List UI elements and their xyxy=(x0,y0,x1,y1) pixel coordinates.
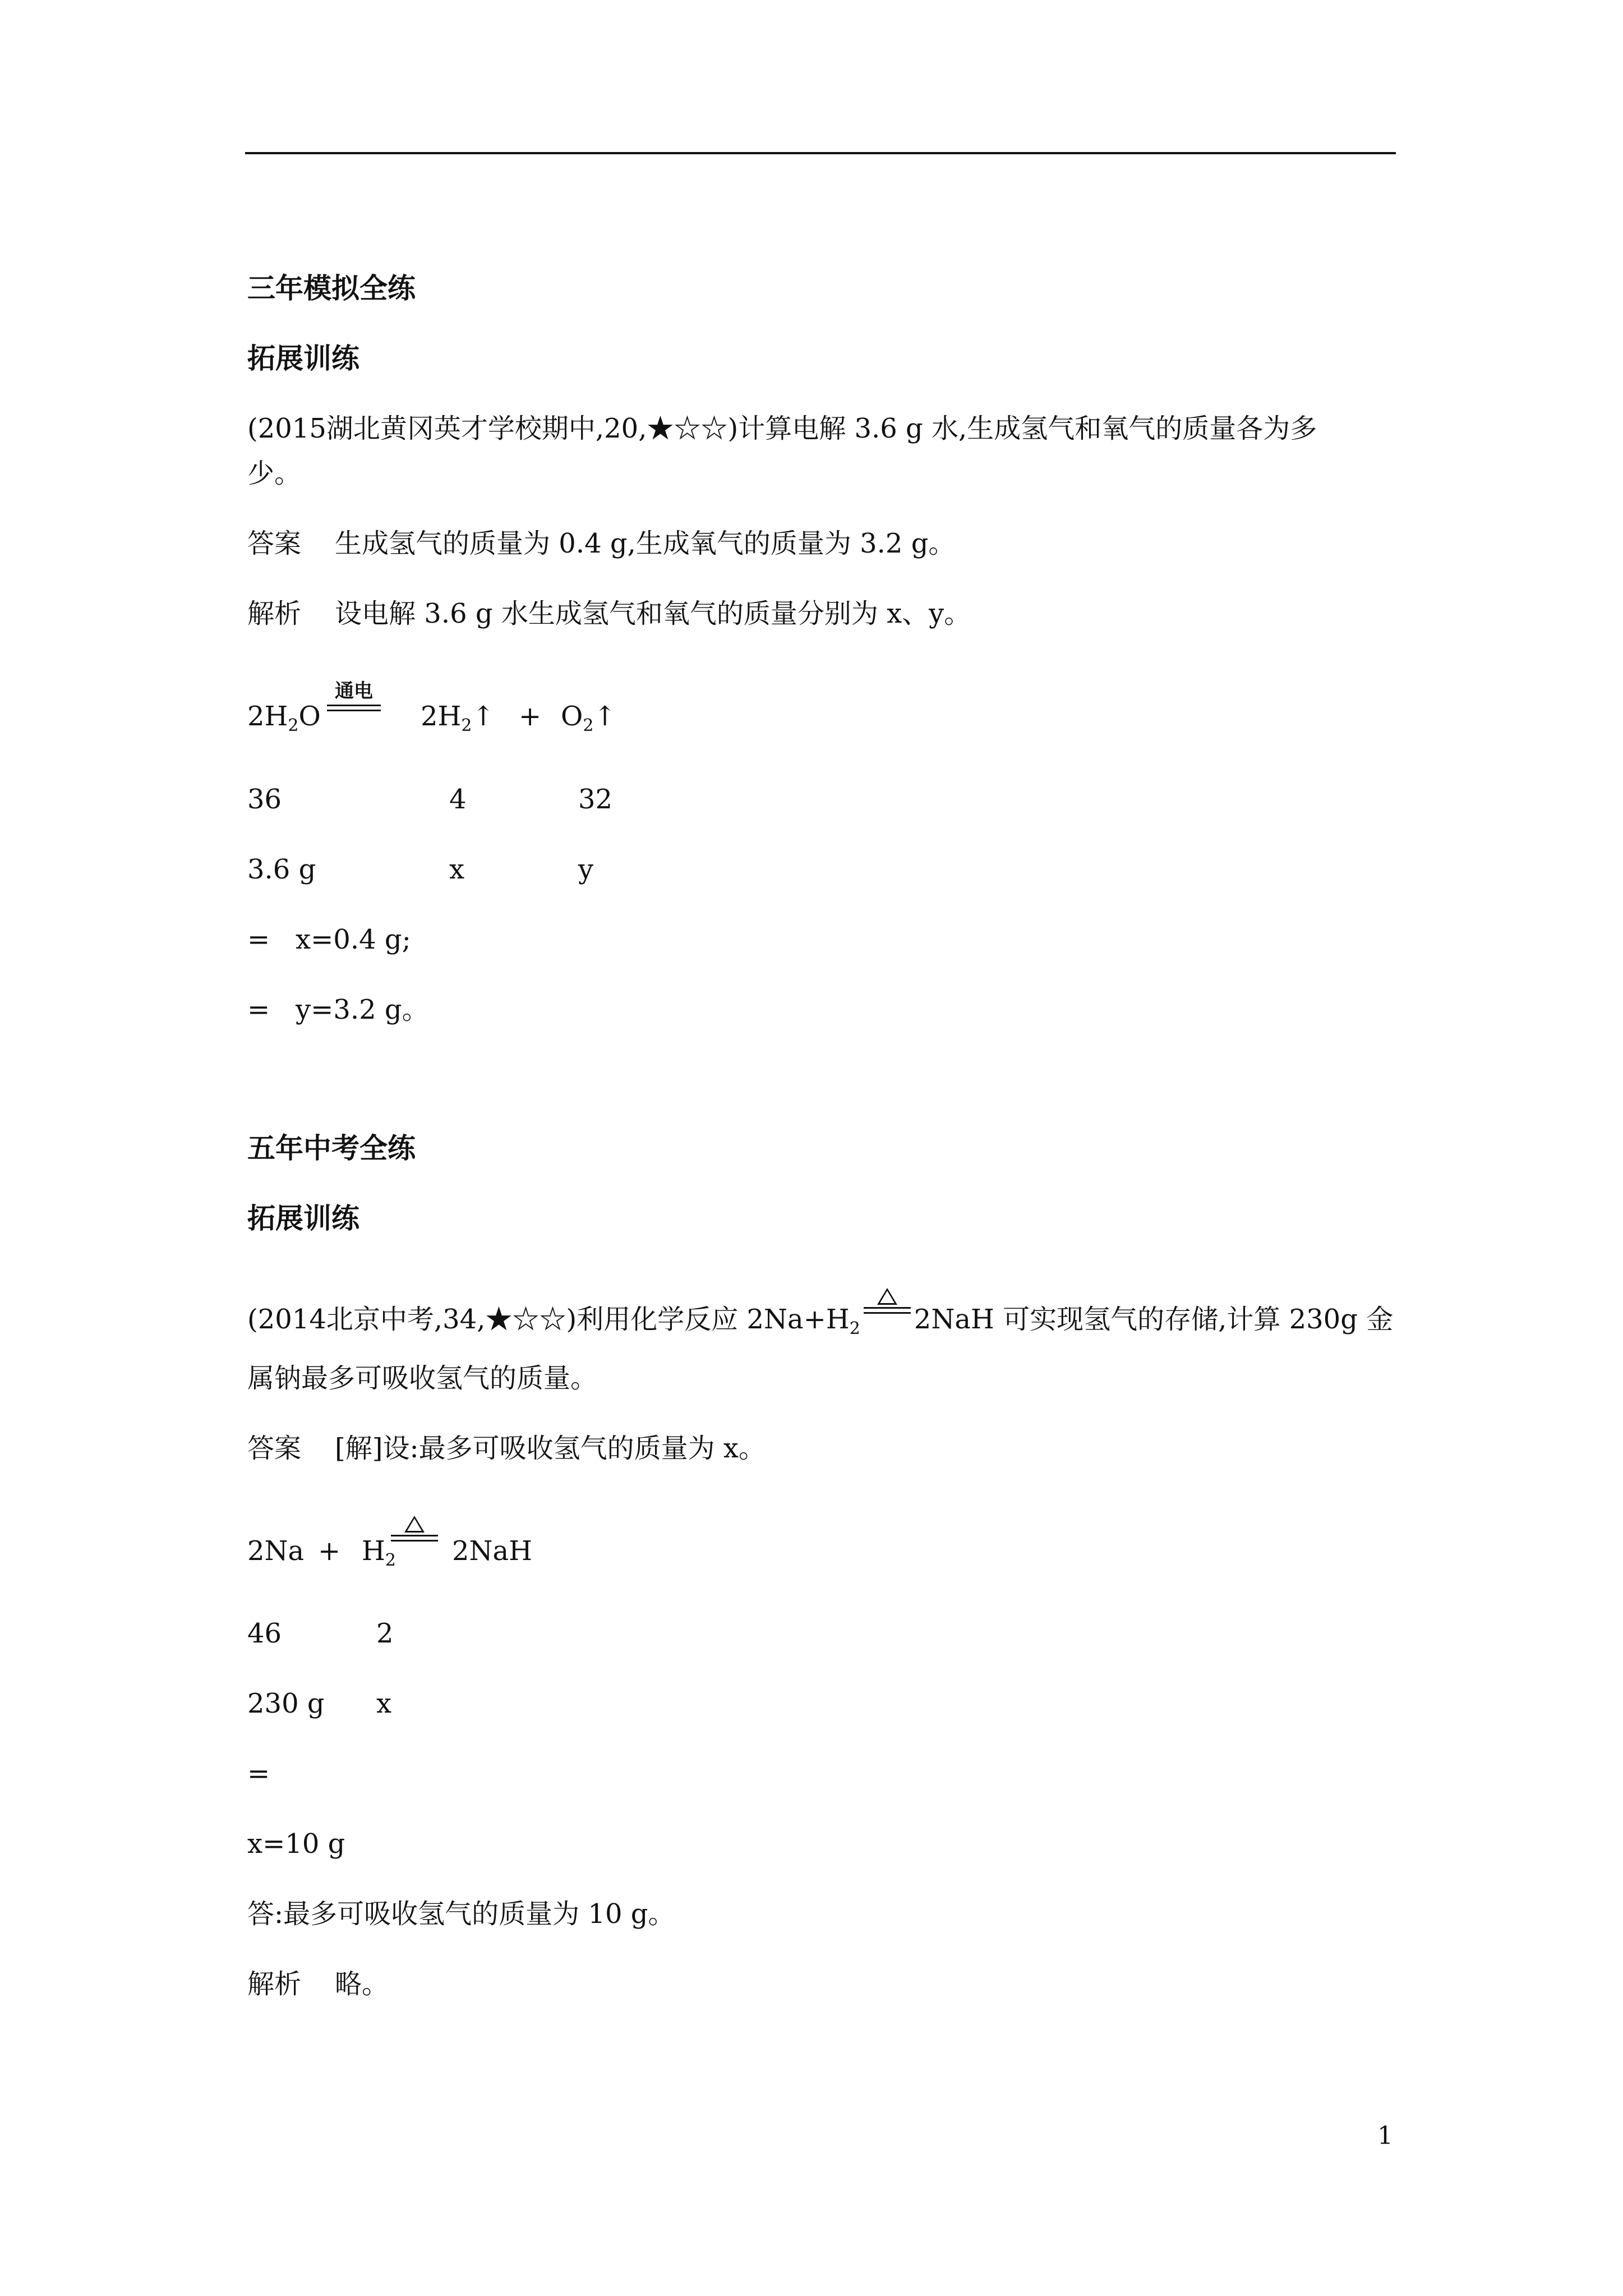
eq1-given-3: y xyxy=(578,854,594,885)
section1-analysis xyxy=(247,596,971,632)
answer-label: 答案 xyxy=(247,1433,302,1464)
section2-subtitle: 拓展训练 xyxy=(247,1202,359,1235)
eq1-mass-1: 36 xyxy=(247,784,282,815)
eq2-given-2: x xyxy=(376,1688,392,1719)
section1-answer xyxy=(247,526,955,562)
eq2-reactant-na: 2Na xyxy=(247,1535,305,1567)
eq1-mass-2: 4 xyxy=(449,784,467,815)
eq2-plus: + xyxy=(318,1535,341,1567)
page-number: 1 xyxy=(1377,2122,1393,2150)
eq2-mass-2: 2 xyxy=(376,1618,394,1649)
eq2-equals: = xyxy=(247,1758,270,1789)
section1-title: 三年模拟全练 xyxy=(247,272,416,305)
heat-condition xyxy=(860,1310,914,1333)
answer-label: 答案 xyxy=(247,528,302,559)
section2-title: 五年中考全练 xyxy=(247,1132,416,1165)
eq1-condition: 通电 xyxy=(327,680,381,711)
analysis-text: 略。 xyxy=(335,1968,389,2000)
heat-triangle-icon xyxy=(877,1288,897,1305)
eq1-result-x: = x=0.4 g; xyxy=(247,924,411,955)
eq2-heat-condition xyxy=(391,1516,438,1542)
eq2-given-1: 230 g xyxy=(247,1688,325,1719)
eq1-given-2: x xyxy=(449,854,465,885)
analysis-label: 解析 xyxy=(247,1968,302,2000)
eq1-result-y: = y=3.2 g。 xyxy=(247,994,429,1025)
eq1-product-h2: $2H_2↑$ xyxy=(421,701,495,735)
section2-question-line1: (2014北京中考,34,★☆☆)利用化学反应 $2Na+H_2$ 2NaH 可实现氢气的存储,计算 230g 金 xyxy=(247,1301,1393,1337)
section2-conclusion: 答:最多可吸收氢气的质量为 10 g。 xyxy=(247,1898,675,1930)
eq2-mass-1: 46 xyxy=(247,1618,282,1649)
section1-question-line1: (2015湖北黄冈英才学校期中,20,★☆☆)计算电解 3.6 g 水,生成氢气和氧气的质量各为多 xyxy=(247,413,1317,444)
heat-triangle-icon xyxy=(404,1516,425,1533)
section2-answer xyxy=(247,1430,766,1466)
section1-subtitle: 拓展训练 xyxy=(247,342,359,375)
analysis-label: 解析 xyxy=(247,598,302,629)
eq1-mass-3: 32 xyxy=(578,784,613,815)
eq2-reactant-h2: $H_2$ xyxy=(362,1535,396,1570)
answer-text: 生成氢气的质量为 0.4 g,生成氧气的质量为 3.2 g。 xyxy=(335,528,956,559)
section1-question-line2: 少。 xyxy=(247,458,302,489)
eq1-plus: + xyxy=(519,701,542,732)
eq2-product: 2NaH xyxy=(452,1535,533,1567)
eq1-product-o2: $O_2↑$ xyxy=(561,701,616,735)
analysis-text: 设电解 3.6 g 水生成氢气和氧气的质量分别为 x、y。 xyxy=(335,598,971,629)
eq1-given-1: 3.6 g xyxy=(247,854,316,885)
section2-analysis xyxy=(247,1966,389,2002)
eq1-reactant: $2H_2O$ xyxy=(247,701,321,735)
section2-question-line2: 属钠最多可吸收氢气的质量。 xyxy=(247,1363,598,1394)
header-rule xyxy=(245,152,1396,154)
eq2-result: x=10 g xyxy=(247,1828,345,1860)
answer-text: [解]设:最多可吸收氢气的质量为 x。 xyxy=(335,1433,766,1464)
